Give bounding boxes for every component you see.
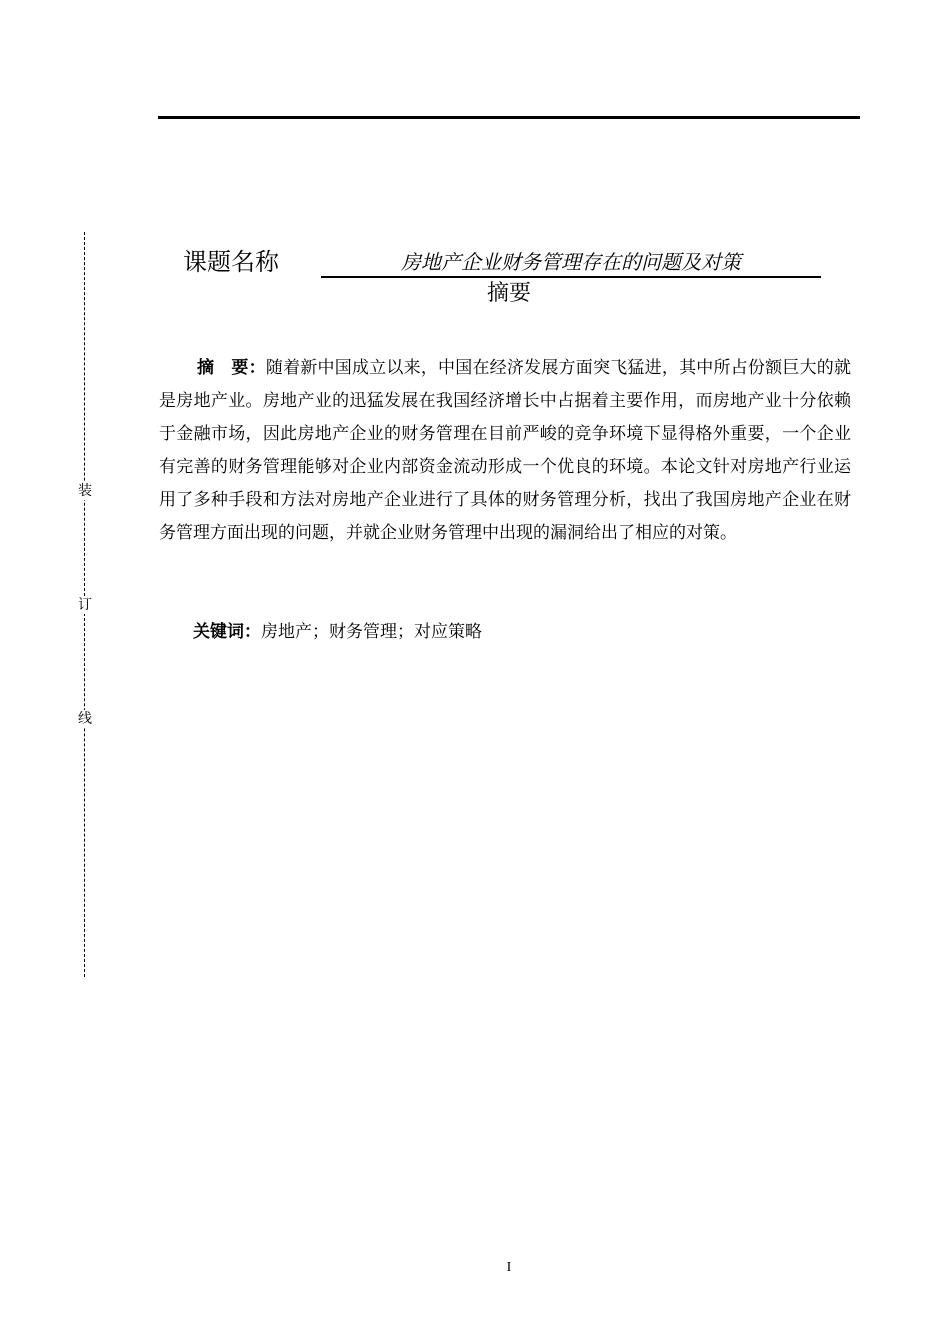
keywords-value: 房地产；财务管理；对应策略 (261, 622, 482, 642)
title-row (183, 246, 823, 278)
title-label: 课题名称 (183, 248, 279, 276)
header-rule (158, 116, 860, 119)
binding-char-xian: 线 (78, 711, 92, 727)
page-number: I (506, 1260, 512, 1275)
binding-char-ding: 订 (78, 597, 92, 613)
abstract-heading: 摘要 (486, 281, 531, 306)
binding-char-zhuang: 装 (78, 483, 92, 499)
title-value: 房地产企业财务管理存在的问题及对策 (321, 246, 821, 278)
abstract-paragraph (159, 352, 851, 550)
abstract-label: 摘 要： (197, 358, 266, 378)
abstract-text: 随着新中国成立以来，中国在经济发展方面突飞猛进，其中所占份额巨大的就是房地产业。房地产业的迅猛发展在我国经济增长中占据着主要作用，而房地产业十分依赖于金融市场，因此房地产企业的财务管理在目前严峻的竞争环境下显得格外重要，一个企业有完善的财务管理能够对企业内部资金流动形成一个优良的环境。本论文针对房地产行业运用了多种手段和方法对房地产企业进行了具体的财务管理分析，找出了我国房地产企业在财务管理方面出现的问题，并就企业财务管理中出现的漏洞给出了相应的对策。 (159, 358, 852, 543)
keywords-line (193, 616, 482, 649)
keywords-label: 关键词： (193, 622, 261, 642)
